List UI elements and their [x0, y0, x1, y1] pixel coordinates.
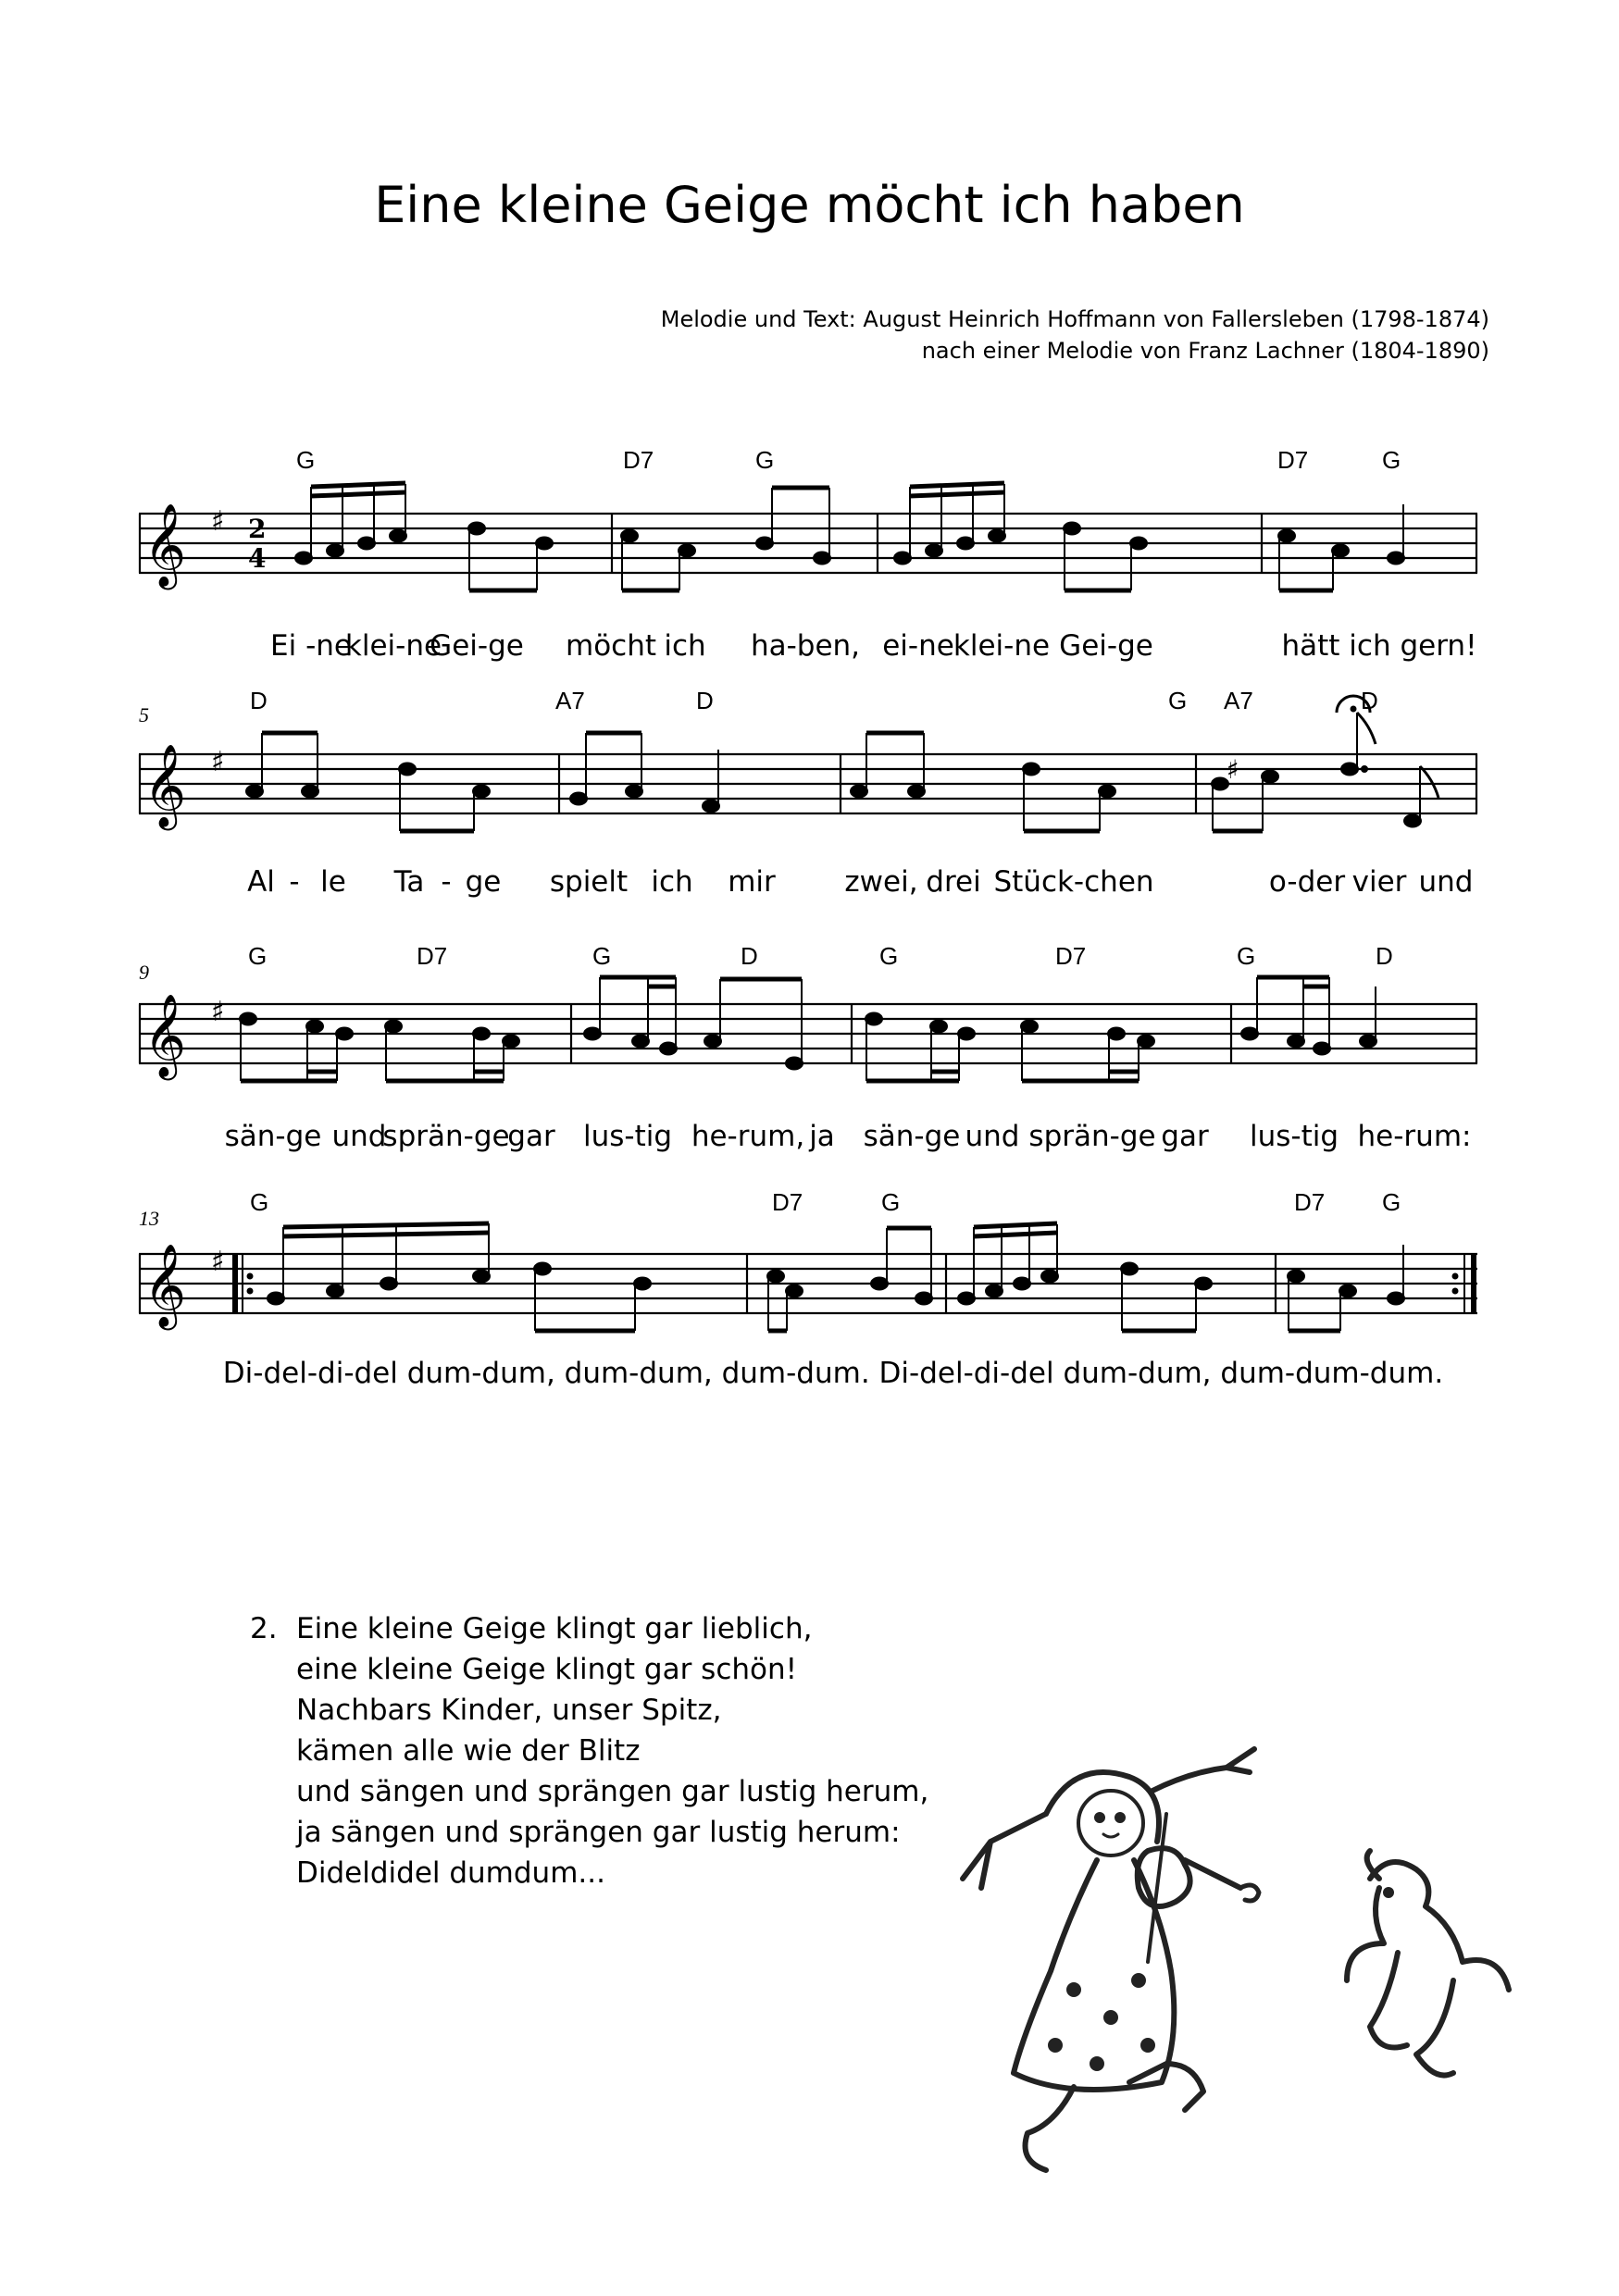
lyric-syllable: Ei -ne: [270, 629, 352, 663]
chord-symbol: D: [1376, 942, 1393, 970]
verse-line: Nachbars Kinder, unser Spitz,: [296, 1694, 722, 1727]
treble-clef-icon: 𝄞: [143, 503, 187, 587]
lyric-syllable: mir: [728, 865, 776, 899]
lyric-syllable: ei-ne: [882, 629, 954, 663]
measure-number: 9: [139, 961, 149, 984]
measure-number: 5: [139, 703, 149, 726]
lyric-syllable: le: [320, 865, 346, 899]
credit-line-melody-text: Melodie und Text: August Heinrich Hoffmann von Fallersleben (1798-1874): [660, 306, 1489, 332]
lyric-syllable: -: [289, 865, 300, 899]
sharp-icon: ♯: [211, 505, 225, 538]
lyric-syllable: drei: [926, 865, 981, 899]
lyric-syllable: sän-ge: [224, 1120, 322, 1153]
lyric-syllable: ich: [664, 629, 706, 663]
lyric-syllable: sprän-ge: [1028, 1120, 1156, 1153]
chord-symbol: D7: [1294, 1188, 1326, 1216]
chord-symbol: G: [881, 1188, 901, 1216]
verse-line: Dideldidel dumdum...: [296, 1856, 605, 1890]
lyric-syllable: möcht: [565, 629, 657, 663]
staff-system-2: [0, 676, 1619, 842]
song-title: Eine kleine Geige möcht ich haben: [374, 176, 1245, 234]
treble-clef-icon: 𝄞: [143, 994, 187, 1077]
chord-symbol: G: [755, 446, 775, 474]
sharp-icon: ♯: [1227, 754, 1239, 785]
lyric-syllable: Gei-ge: [1059, 629, 1153, 663]
lyric-syllable: spielt: [549, 865, 629, 899]
sharp-icon: ♯: [211, 996, 225, 1028]
lyric-line: Di-del-di-del dum-dum, dum-dum, dum-dum. Di-del-di-del dum-dum, dum-dum-dum.: [222, 1357, 1444, 1390]
lyric-syllable: hätt ich gern!: [1281, 629, 1477, 663]
lyric-syllable: he-rum:: [1357, 1120, 1472, 1153]
staff-system-4: [0, 1175, 1619, 1342]
time-signature-bottom: 4: [248, 543, 267, 574]
chord-symbol: G: [250, 1188, 269, 1216]
verse-number: 2.: [250, 1612, 278, 1645]
lyric-syllable: Stück-chen: [993, 865, 1154, 899]
chord-symbol: G: [1382, 1188, 1401, 1216]
chord-symbol: G: [248, 942, 268, 970]
lyric-syllable: Ta: [393, 865, 425, 899]
lyric-syllable: ge: [465, 865, 502, 899]
credit-line-after-melody: nach einer Melodie von Franz Lachner (1804-1890): [921, 338, 1489, 364]
lyric-syllable: Gei-ge: [430, 629, 524, 663]
verse-line: kämen alle wie der Blitz: [296, 1734, 641, 1768]
chord-symbol: A7: [1224, 687, 1253, 714]
chord-symbol: G: [1237, 942, 1256, 970]
chord-symbol: G: [879, 942, 899, 970]
chord-symbol: D: [741, 942, 758, 970]
chord-symbol: D7: [623, 446, 654, 474]
staff-system-3: [0, 925, 1619, 1092]
sharp-icon: ♯: [211, 1246, 225, 1278]
chord-symbol: D7: [1277, 446, 1309, 474]
chord-symbol: G: [1168, 687, 1188, 714]
lyric-syllable: klei-ne: [953, 629, 1051, 663]
lyric-syllable: he-rum,: [691, 1120, 805, 1153]
lyric-syllable: o-der: [1268, 865, 1346, 899]
lyric-syllable: -: [441, 865, 452, 899]
chord-symbol: D7: [417, 942, 448, 970]
lyric-syllable: sprän-ge: [382, 1120, 510, 1153]
treble-clef-icon: 𝄞: [143, 1244, 187, 1327]
treble-clef-icon: 𝄞: [143, 744, 187, 827]
lyric-syllable: sän-ge: [863, 1120, 961, 1153]
verse-line: und sängen und sprängen gar lustig herum,: [296, 1775, 929, 1808]
lyric-syllable: ha-ben,: [750, 629, 861, 663]
lyric-syllable: lus-tig: [1249, 1120, 1339, 1153]
lyric-syllable: Al: [247, 865, 275, 899]
chord-symbol: D: [1361, 687, 1378, 714]
chord-symbol: G: [296, 446, 316, 474]
lyric-syllable: und: [965, 1120, 1020, 1153]
sharp-icon: ♯: [211, 746, 225, 778]
verse-line: eine kleine Geige klingt gar schön!: [296, 1653, 798, 1686]
lyric-syllable: ich: [651, 865, 693, 899]
lyric-syllable: zwei,: [844, 865, 918, 899]
credits: [564, 304, 1489, 366]
lyric-syllable: lus-tig: [582, 1120, 673, 1153]
lyric-syllable: klei-ne: [344, 629, 442, 663]
chord-symbol: D7: [772, 1188, 803, 1216]
lyric-syllable: ja: [809, 1120, 835, 1153]
girl-violin-dog-illustration: [935, 1712, 1583, 2240]
verse-line: Eine kleine Geige klingt gar lieblich,: [296, 1612, 813, 1645]
lyric-syllable: gar: [507, 1120, 555, 1153]
verse-2: [250, 1608, 928, 1893]
staff-system-1: [0, 435, 1619, 602]
lyric-syllable: und: [1418, 865, 1474, 899]
lyric-syllable: gar: [1161, 1120, 1209, 1153]
chord-symbol: A7: [555, 687, 585, 714]
time-signature-top: 2: [248, 514, 267, 544]
chord-symbol: D: [696, 687, 714, 714]
lyric-syllable: und: [331, 1120, 387, 1153]
chord-symbol: G: [1382, 446, 1401, 474]
measure-number: 13: [139, 1207, 159, 1230]
lyric-syllable: vier: [1351, 865, 1407, 899]
chord-symbol: D: [250, 687, 268, 714]
verse-line: ja sängen und sprängen gar lustig herum:: [296, 1816, 901, 1849]
chord-symbol: D7: [1055, 942, 1087, 970]
chord-symbol: G: [592, 942, 612, 970]
